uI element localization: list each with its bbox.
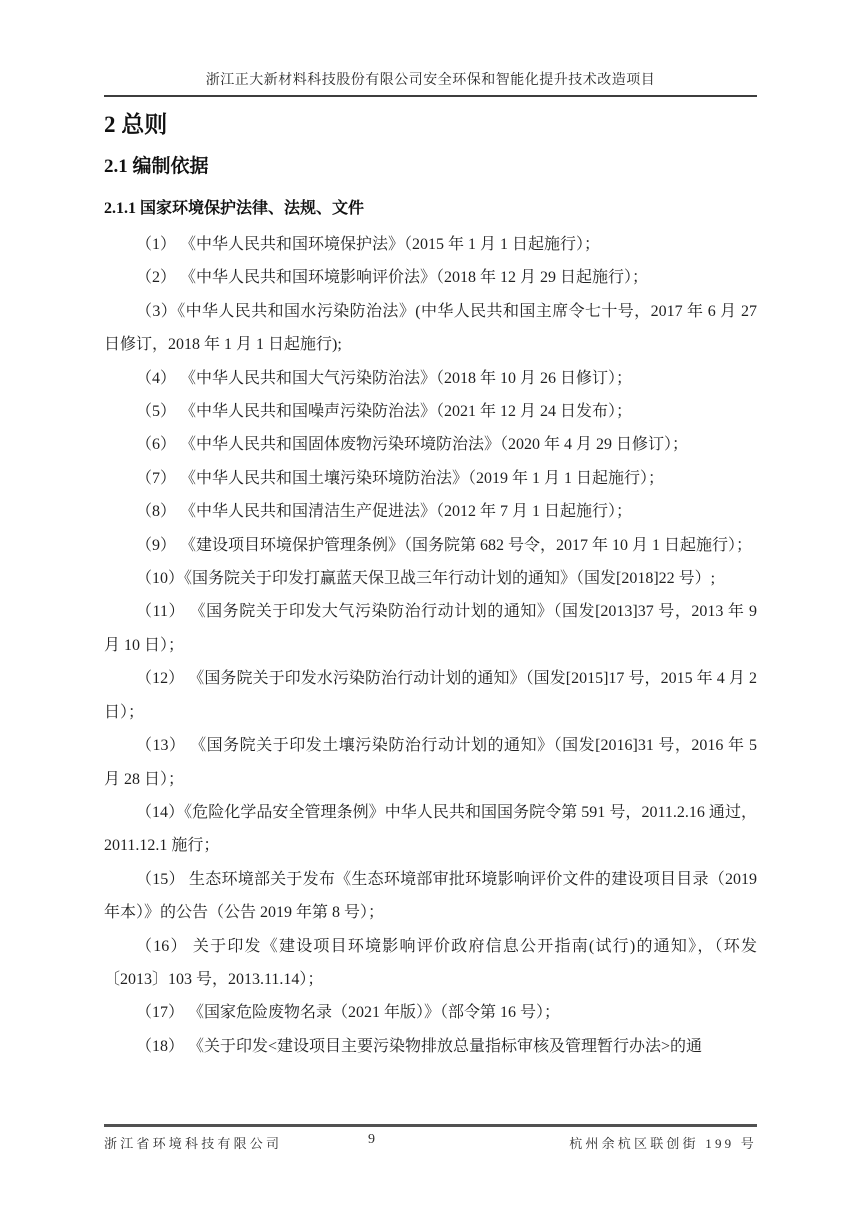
- footer-address: 杭州余杭区联创街 199 号: [569, 1136, 757, 1151]
- footer-company: 浙江省环境科技有限公司: [104, 1136, 283, 1151]
- legal-item-15: （15） 生态环境部关于发布《生态环境部审批环境影响评价文件的建设项目目录（2019 年本）》的公告（公告 2019 年第 8 号）；: [104, 870, 757, 922]
- legal-item-10: （10）《国务院关于印发打赢蓝天保卫战三年行动计划的通知》（国发[2018]22 号）;: [136, 570, 716, 588]
- legal-item-3: （3）《中华人民共和国水污染防治法》(中华人民共和国主席令七十号，2017 年 6 月 27 日修订，2018 年 1 月 1 日起施行);: [104, 302, 757, 354]
- legal-item-5: （5） 《中华人民共和国噪声污染防治法》（2021 年 12 月 24 日发布）；: [136, 403, 633, 421]
- chapter-heading: 2 总则: [104, 112, 168, 137]
- legal-reference-list: [104, 228, 757, 1063]
- header-rule: [104, 95, 757, 97]
- legal-item-6: （6） 《中华人民共和国固体废物污染环境防治法》（2020 年 4 月 29 日修订）；: [136, 436, 689, 454]
- document-body-column: [104, 0, 757, 1063]
- legal-item-16: （16） 关于印发《建设项目环境影响评价政府信息公开指南(试行)的通知》，（环发〔2013〕103 号，2013.11.14）；: [104, 937, 757, 988]
- legal-item-17: （17） 《国家危险废物名录（2021 年版）》（部令第 16 号）；: [136, 1004, 561, 1022]
- legal-item-12: （12） 《国务院关于印发水污染防治行动计划的通知》（国发[2015]17 号，2015 年 4 月 2 日）；: [104, 670, 757, 721]
- legal-item-8: （8） 《中华人民共和国清洁生产促进法》（2012 年 7 月 1 日起施行）；: [136, 503, 633, 521]
- legal-item-14: （14）《危险化学品安全管理条例》中华人民共和国国务院令第 591 号，2011.2.16 通过，2011.12.1 施行；: [104, 803, 757, 855]
- legal-item-2: （2） 《中华人民共和国环境影响评价法》（2018 年 12 月 29 日起施行）；: [136, 269, 649, 287]
- legal-item-4: （4） 《中华人民共和国大气污染防治法》（2018 年 10 月 26 日修订）；: [136, 369, 633, 387]
- section-heading: 2.1 编制依据: [104, 156, 209, 177]
- subsection-heading: 2.1.1 国家环境保护法律、法规、文件: [104, 200, 365, 217]
- legal-item-18: （18） 《关于印发<建设项目主要污染物排放总量指标审核及管理暂行办法>的通: [136, 1037, 703, 1055]
- header-project-title: 浙江正大新材料科技股份有限公司安全环保和智能化提升技术改造项目: [205, 73, 656, 88]
- legal-item-1: （1） 《中华人民共和国环境保护法》（2015 年 1 月 1 日起施行）；: [136, 236, 601, 253]
- legal-item-9: （9） 《建设项目环境保护管理条例》（国务院第 682 号令，2017 年 10 月 1 日起施行）；: [136, 536, 753, 554]
- page-header: [104, 0, 757, 97]
- page-footer: [104, 1124, 757, 1161]
- page-number: 9: [368, 1132, 375, 1147]
- legal-item-13: （13） 《国务院关于印发土壤污染防治行动计划的通知》（国发[2016]31 号，2016 年 5 月 28 日）；: [104, 737, 757, 788]
- legal-item-7: （7） 《中华人民共和国土壤污染环境防治法》（2019 年 1 月 1 日起施行）；: [136, 469, 665, 487]
- legal-item-11: （11） 《国务院关于印发大气污染防治行动计划的通知》（国发[2013]37 号，2013 年 9 月 10 日）；: [104, 603, 757, 654]
